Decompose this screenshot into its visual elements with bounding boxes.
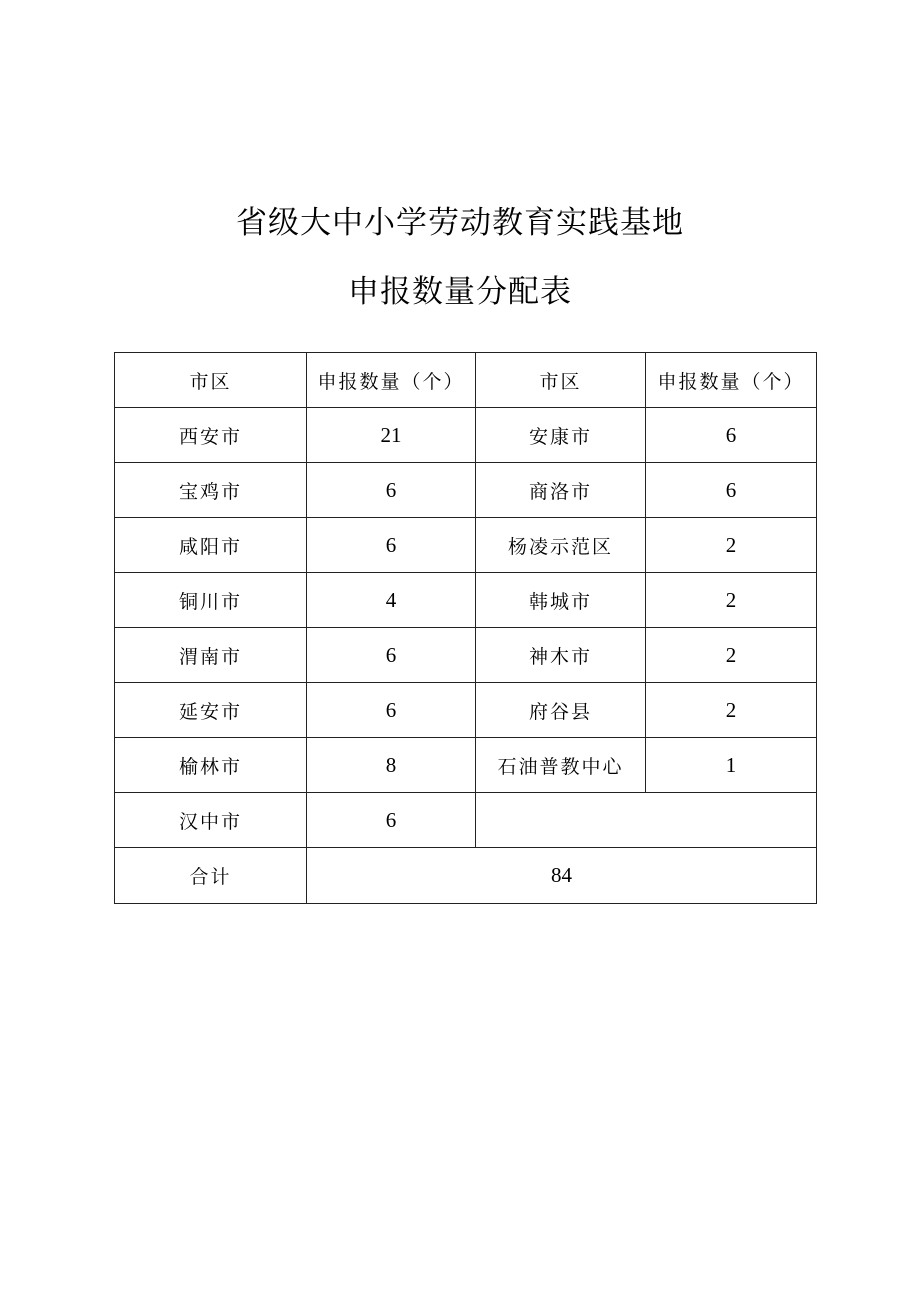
city-cell: 西安市: [115, 408, 307, 463]
count-cell: 6: [307, 628, 476, 683]
city-cell: 商洛市: [476, 463, 646, 518]
header-city: 市区: [476, 353, 646, 408]
table-row: [115, 683, 817, 738]
count-cell: 2: [646, 518, 817, 573]
city-cell: 渭南市: [115, 628, 307, 683]
count-cell: 1: [646, 738, 817, 793]
count-cell: 2: [646, 683, 817, 738]
city-cell: 榆林市: [115, 738, 307, 793]
allocation-table: [114, 352, 817, 904]
city-cell: 神木市: [476, 628, 646, 683]
city-cell: 安康市: [476, 408, 646, 463]
city-cell: 宝鸡市: [115, 463, 307, 518]
city-cell: 铜川市: [115, 573, 307, 628]
city-cell: 延安市: [115, 683, 307, 738]
count-cell: 6: [307, 683, 476, 738]
header-city: 市区: [115, 353, 307, 408]
document-subtitle: 申报数量分配表: [348, 274, 572, 310]
city-cell: 汉中市: [115, 793, 307, 848]
count-cell: 6: [646, 463, 817, 518]
count-cell: 2: [646, 628, 817, 683]
empty-cell: [476, 793, 817, 848]
city-cell: 杨凌示范区: [476, 518, 646, 573]
total-value: 84: [307, 848, 817, 904]
count-cell: 6: [307, 793, 476, 848]
count-cell: 6: [307, 463, 476, 518]
table-row: [115, 463, 817, 518]
count-cell: 21: [307, 408, 476, 463]
table-row: [115, 738, 817, 793]
table-row: [115, 573, 817, 628]
header-count: 申报数量（个）: [646, 353, 817, 408]
document-title: 省级大中小学劳动教育实践基地: [236, 205, 684, 241]
table-row: [115, 408, 817, 463]
total-row: [115, 848, 817, 904]
count-cell: 6: [307, 518, 476, 573]
table-row: [115, 628, 817, 683]
city-cell: 石油普教中心: [476, 738, 646, 793]
city-cell: 咸阳市: [115, 518, 307, 573]
city-cell: 府谷县: [476, 683, 646, 738]
city-cell: 韩城市: [476, 573, 646, 628]
count-cell: 4: [307, 573, 476, 628]
count-cell: 8: [307, 738, 476, 793]
count-cell: 2: [646, 573, 817, 628]
table-row: [115, 793, 817, 848]
table-row: [115, 518, 817, 573]
table-header-row: [115, 353, 817, 408]
header-count: 申报数量（个）: [307, 353, 476, 408]
total-label: 合计: [115, 848, 307, 904]
count-cell: 6: [646, 408, 817, 463]
